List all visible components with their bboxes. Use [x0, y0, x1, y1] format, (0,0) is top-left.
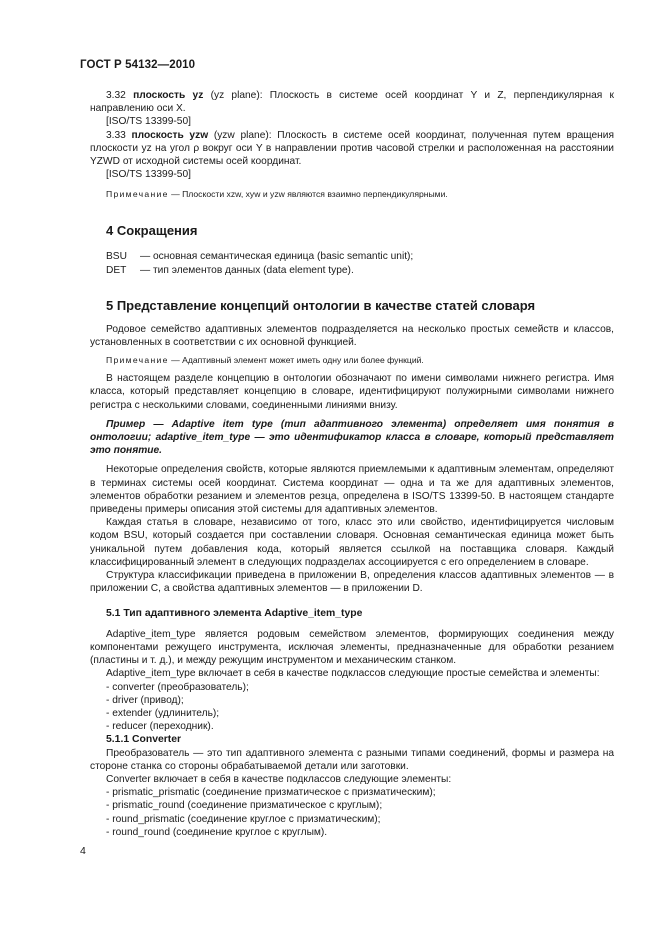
paragraph: Converter включает в себя в качестве подклассов следующие элементы: [106, 773, 452, 785]
term-number: 3.32 [106, 90, 126, 101]
abbreviation-item [90, 250, 614, 263]
note-label: Примечание [106, 355, 169, 366]
term-3-32 [90, 89, 614, 115]
abbreviation-term: BSU [106, 251, 127, 263]
paragraph: Adaptive_item_type включает в себя в качестве подклассов следующие простые семейства и элементы: [106, 668, 600, 680]
paragraph: В настоящем разделе концепцию в онтологии обозначают по имени символами нижнего регистра. Имя класса, который представляет концепцию в словаре, идентифицируют полужирными символами нижнего регистра с несколькими словами, соединенными линиями внизу. [90, 373, 614, 411]
term-name: плоскость yz [133, 90, 204, 101]
abbreviation-item [90, 264, 614, 277]
paragraph: Структура классификации приведена в приложении B, определения классов адаптивных элементов — в приложении C, а свойства адаптивных элементов — в приложении D. [90, 570, 614, 595]
list-item: - converter (преобразователь); [106, 681, 614, 694]
list-item: - round_prismatic (соединение круглое с призматическим); [106, 813, 614, 826]
list-item: - prismatic_prismatic (соединение призматическое с призматическим); [106, 786, 614, 799]
example-paragraph: Пример — Adaptive item type (тип адаптивного элемента) определяет имя понятия в онтологии; adaptive_item_type — это идентификатор класса в словаре, который представляет это понятие. [90, 418, 614, 457]
page-number: 4 [80, 845, 86, 857]
paragraph: Преобразователь — это тип адаптивного элемента с разными типами соединений, формы и размера на стороне станка со стороны обрабатываемой детали или заготовки. [90, 747, 614, 772]
paragraph: Некоторые определения свойств, которые являются приемлемыми к адаптивным элементам, определяют в терминах системы осей координат. Система координат — одна и та же для адаптивных элементов, элементов обработки резанием и элементов резца, определена в ISO/TS 13399-50. В настоящем стандарте приведены примеры описания этой системы для адаптивных элементов. [90, 464, 614, 516]
page-body [90, 89, 614, 839]
note-label: Примечание [106, 189, 169, 200]
section-5-1-heading: 5.1 Тип адаптивного элемента Adaptive_item_type [106, 608, 363, 620]
list-item: - prismatic_round (соединение призматическое с круглым); [106, 799, 614, 812]
section-5-1-1-heading: 5.1.1 Converter [106, 734, 182, 746]
list-item: - reducer (переходник). [106, 720, 614, 733]
term-name: плоскость yzw [131, 129, 209, 141]
list-item: - extender (удлинитель); [106, 707, 614, 720]
abbreviation-definition: — основная семантическая единица (basic semantic unit); [140, 251, 414, 263]
term-definition: (yzw plane): Плоскость в системе осей координат, полученная путем вращения плоскости yz на угол ρ вокруг оси Y в направлении против часовой стрелки и расположенная на расстоянии YZWD от исходной системы осей координат. [90, 129, 614, 168]
section-4-heading: 4 Сокращения [106, 223, 198, 239]
paragraph: Родовое семейство адаптивных элементов подразделяется на несколько простых семейств и классов, установленных в соответствии с их основной функцией. [90, 323, 614, 349]
term-number: 3.33 [106, 129, 126, 141]
term-reference: [ISO/TS 13399-50] [106, 116, 191, 128]
list-item: - round_round (соединение круглое с круглым). [106, 826, 614, 839]
note-text: — Плоскости xzw, xyw и yzw являются взаимно перпендикулярными. [168, 189, 448, 200]
note-functions [90, 354, 614, 366]
list-item: - driver (привод); [106, 694, 614, 707]
subclass-list [90, 681, 614, 734]
section-5-heading: 5 Представление концепций онтологии в качестве статей словаря [106, 297, 536, 313]
page-header-standard-number: ГОСТ Р 54132—2010 [80, 59, 196, 71]
term-definition: (yz plane): Плоскость в системе осей координат Y и Z, перпендикулярная к направлению оси X. [90, 90, 614, 115]
abbreviations-list [90, 250, 614, 276]
paragraph: Adaptive_item_type является родовым семейством элементов, формирующих соединения между компонентами режущего инструмента, исключая элементы, предназначенные для обработки резанием (пластины и т. д.), и между режущим инструментом и механическим станком. [90, 628, 614, 667]
note-text: — Адаптивный элемент может иметь одну или более функций. [168, 355, 424, 366]
abbreviation-term: DET [106, 264, 127, 276]
abbreviation-definition: — тип элементов данных (data element type). [140, 264, 354, 276]
term-reference: [ISO/TS 13399-50] [106, 169, 191, 181]
note-planes [90, 188, 614, 200]
term-3-33 [90, 129, 614, 169]
converter-subclass-list [90, 786, 614, 839]
paragraph: Каждая статья в словаре, независимо от того, класс это или свойство, идентифицируется числовым кодом BSU, который создается при составлении словаря. Основная семантическая единица может быть уникальной путем добавления кода, который является ссылкой на поставщика словаря. Каждый классифицированный элемент в следующих подразделах ассоциируется с его определением в словаре. [90, 517, 614, 568]
